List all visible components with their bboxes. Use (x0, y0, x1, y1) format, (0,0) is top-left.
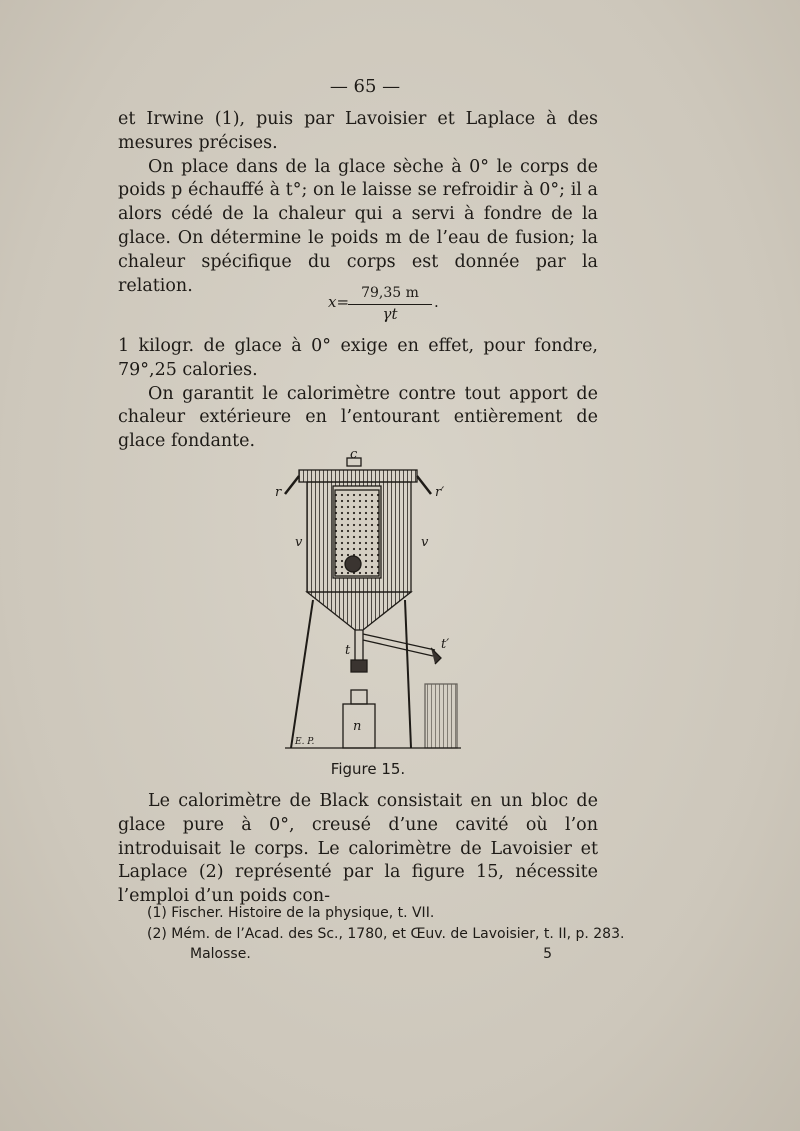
label-c: c (350, 450, 358, 462)
signature-line (190, 946, 552, 962)
formula-lhs: x= (328, 293, 350, 311)
calorimeter-figure (255, 450, 495, 755)
label-t-prime: t′ (441, 637, 450, 652)
body-text-top (118, 108, 598, 298)
label-n: n (353, 719, 362, 734)
label-v-right: v (421, 535, 429, 550)
footnotes (147, 903, 625, 945)
formula-numerator: 79,35 m (361, 285, 419, 301)
label-t: t (345, 643, 351, 658)
figure-caption: Figure 15. (330, 760, 406, 778)
page-number: — 65 — (329, 76, 401, 97)
engraver-signature: E. P. (295, 737, 315, 747)
formula-denominator: γt (382, 305, 398, 323)
footnote-2: (2) Mém. de l’Acad. des Sc., 1780, et Œuv. de Lavoisier, t. II, p. 283. (147, 926, 625, 942)
body-text-mid (118, 335, 598, 454)
label-v-left: v (295, 535, 303, 550)
formula (328, 285, 448, 325)
paragraph-5: Le calorimètre de Black consistait en un bloc de glace pure à 0°, creusé d’une cavité où l’on introduisait le corps. Le calorimètre de Lavoisier et Laplace (2) représenté par la figure 15, nécessite l’emploi d’un poids con- (118, 791, 598, 907)
paragraph-3: 1 kilogr. de glace à 0° exige en effet, pour fondre, 79°,25 calories. (118, 336, 598, 380)
formula-end: . (434, 293, 439, 311)
signature-author: Malosse. (190, 946, 251, 962)
paragraph-4: On garantit le calorimètre contre tout apport de chaleur extérieure en l’entourant entièrement de glace fondante. (118, 383, 598, 452)
footnote-1: (1) Fischer. Histoire de la physique, t. VII. (147, 905, 435, 921)
paragraph-1: et Irwine (1), puis par Lavoisier et Laplace à des mesures précises. (118, 109, 598, 153)
label-r-left: r (275, 485, 282, 500)
label-r-right: r′ (435, 485, 445, 500)
paragraph-2: On place dans de la glace sèche à 0° le corps de poids p échauffé à t°; on le laisse se refroidir à 0°; il a alors cédé de la chaleur qui a servi à fondre de la glace. On détermine le poids m de l’eau de fusion; la chaleur spécifique du corps est donnée par la relation. (118, 156, 598, 296)
signature-sheet-number: 5 (543, 946, 552, 962)
body-text-bottom (118, 790, 598, 909)
